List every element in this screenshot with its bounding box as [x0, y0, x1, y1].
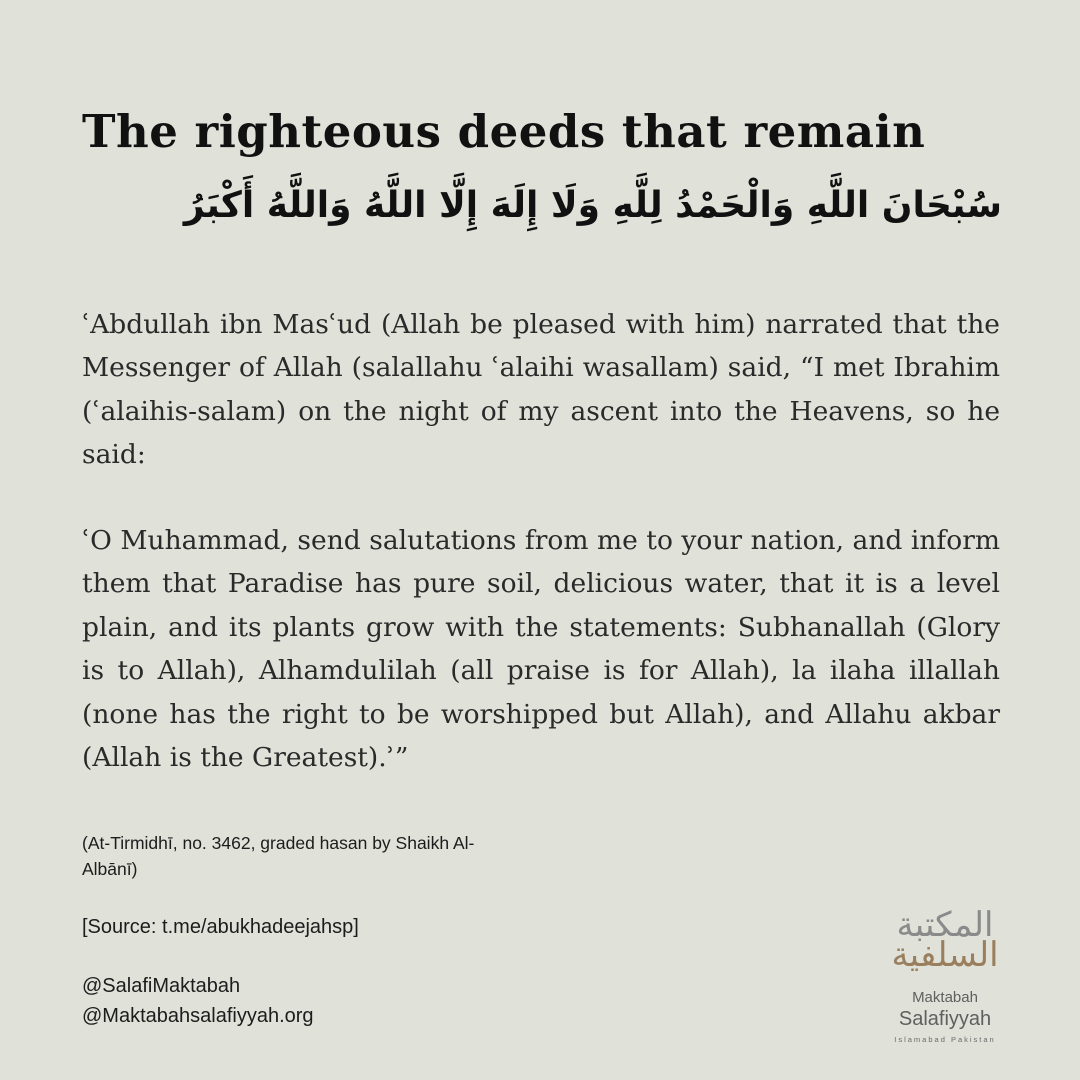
social-handle-2: @Maktabahsalafiyyah.org [82, 1005, 314, 1027]
hadith-body-paragraph: ʿO Muhammad, send salutations from me to your nation, and inform them that Paradise has pure soil, delicious water, that it is a level plain, and its plants grow with the statements: Subhanallah (Glory is to Allah), Alhamdulilah (all praise is for Allah), la ilaha illallah (none has the right to be worshipped but Allah), and Allahu akbar (Allah is the Greatest).ʾ” [82, 524, 1000, 773]
arabic-dhikr: سُبْحَانَ اللَّهِ وَالْحَمْدُ لِلَّهِ وَلَا إِلَهَ إِلَّا اللَّهُ وَاللَّهُ أَكْبَرُ [183, 185, 1002, 226]
logo-name-line1: Maktabah [912, 989, 978, 1006]
maktabah-logo [880, 905, 1020, 1050]
hadith-intro-paragraph: ʿAbdullah ibn Masʿud (Allah be pleased with him) narrated that the Messenger of Allah (salallahu ʿalaihi wasallam) said, “I met Ibrahim (ʿalaihis-salam) on the night of my ascent into the Heavens, so he said: [82, 308, 1000, 470]
social-handle-1: @SalafiMaktabah [82, 975, 241, 997]
source-link: [Source: t.me/abukhadeejahsp] [82, 916, 359, 938]
logo-arabic-line1: المكتبة [896, 905, 994, 945]
logo-tagline: Islamabad Pakistan [894, 1035, 996, 1044]
page-title: The righteous deeds that remain [82, 105, 926, 159]
logo-name-line2: Salafiyyah [898, 1008, 992, 1030]
hadith-reference: (At-Tirmidhī, no. 3462, graded hasan by Shaikh Al-Albānī) [82, 833, 475, 879]
logo-arabic-line2: السلفية [891, 935, 999, 975]
